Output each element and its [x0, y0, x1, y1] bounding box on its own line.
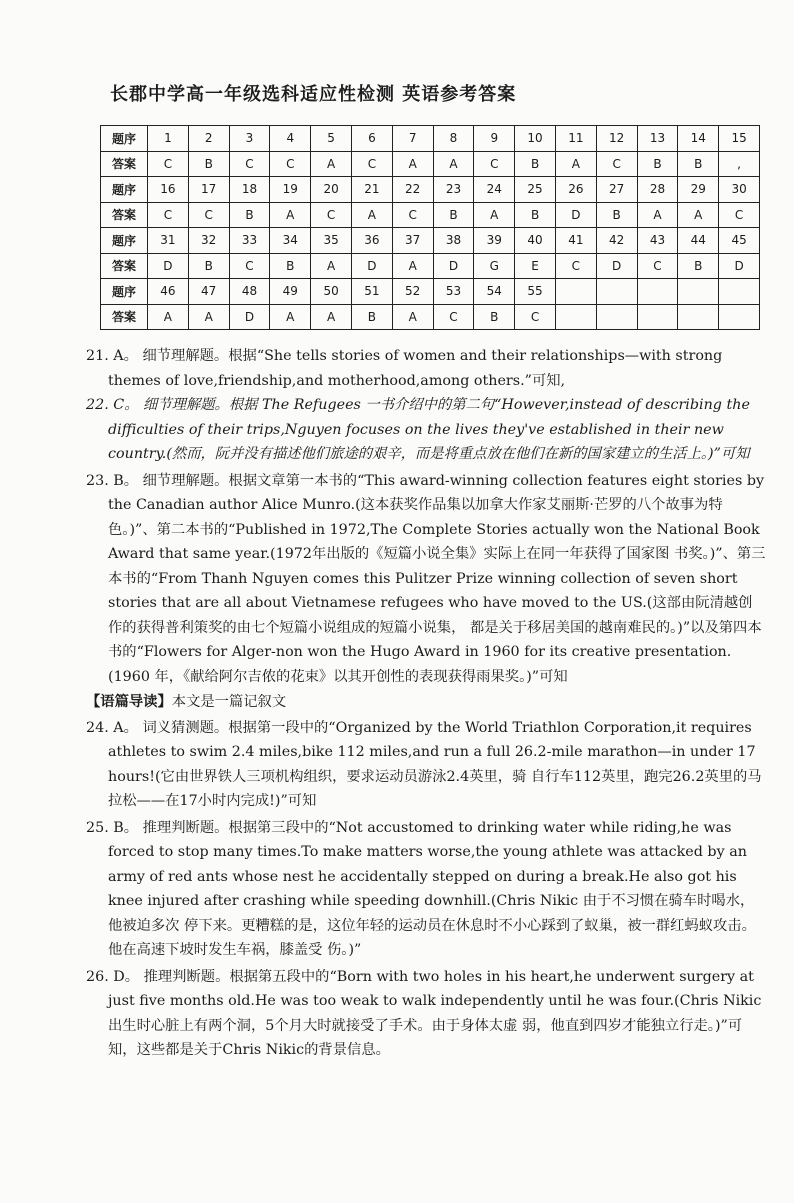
answer-cell: C [311, 202, 352, 228]
answer-cell: A [392, 304, 433, 330]
answer-cell: B [351, 304, 392, 330]
answer-cell: A [148, 304, 189, 330]
answer-cell: D [148, 253, 189, 279]
answer-cell: G [474, 253, 515, 279]
answer-cell: B [515, 151, 556, 177]
question-number-label: 题序 [101, 177, 148, 203]
question-number-cell: 42 [596, 228, 637, 254]
answer-key-row [101, 151, 760, 177]
question-number-cell: 36 [351, 228, 392, 254]
explanation-26: 26. D。 推理判断题。根据第五段中的“Born with two holes in his heart,he underwent surgery at just five months old.He was too weak to walk independently until he was four.(Chris Nikic 出生时心脏上有两个洞，5个月大时就接受了手术。由于身体太虚 弱，他直到四岁才能独立行走。)”可知，这些都是关于Chris Nikic的背景信息。 [86, 968, 762, 1058]
explanation-25: 25. B。 推理判断题。根据第三段中的“Not accustomed to drinking water while riding,he was forced to stop many times.To make matters worse,the young athlete was attacked by an army of red ants whose nest he accidentally stepped on during a break.He also got his knee injured after crashing while speeding downhill.(Chris Nikic 由于不习惯在骑车时喝水，他被迫多次 停下来。更糟糕的是，这位年轻的运动员在休息时不小心踩到了蚁巢，被一群红蚂蚁攻击。他在高速下坡时发生车祸，膝盖受 伤。)” [86, 819, 756, 958]
answer-cell: B [188, 151, 229, 177]
question-number-cell [555, 279, 596, 305]
answer-cell [719, 304, 760, 330]
answer-cell: C [229, 253, 270, 279]
question-number-cell: 11 [555, 126, 596, 152]
answer-key-row [101, 253, 760, 279]
answer-cell: C [474, 151, 515, 177]
answer-cell [596, 304, 637, 330]
question-number-cell: 32 [188, 228, 229, 254]
answer-cell: A [270, 202, 311, 228]
question-number-cell: 35 [311, 228, 352, 254]
question-number-cell: 54 [474, 279, 515, 305]
question-number-cell: 41 [555, 228, 596, 254]
answer-key-row [101, 279, 760, 305]
answer-cell: A [351, 202, 392, 228]
answer-cell: D [351, 253, 392, 279]
answer-cell: A [555, 151, 596, 177]
question-number-cell: 8 [433, 126, 474, 152]
question-number-cell: 47 [188, 279, 229, 305]
question-number-cell: 55 [515, 279, 556, 305]
answer-cell: A [474, 202, 515, 228]
question-number-cell: 31 [148, 228, 189, 254]
question-number-label: 题序 [101, 279, 148, 305]
answer-cell: B [596, 202, 637, 228]
section-heading [86, 690, 766, 715]
answer-cell: C [392, 202, 433, 228]
question-number-cell [719, 279, 760, 305]
answer-cell: C [270, 151, 311, 177]
question-number-cell [678, 279, 719, 305]
answer-cell: B [229, 202, 270, 228]
page-title: 长郡中学高一年级选科适应性检测 英语参考答案 [110, 84, 517, 105]
question-number-cell: 6 [351, 126, 392, 152]
question-number-cell: 16 [148, 177, 189, 203]
question-number-cell: 52 [392, 279, 433, 305]
answer-cell: B [678, 253, 719, 279]
question-number-label: 题序 [101, 228, 148, 254]
answer-cell: A [311, 151, 352, 177]
answer-label: 答案 [101, 202, 148, 228]
question-number-cell: 50 [311, 279, 352, 305]
question-number-cell: 46 [148, 279, 189, 305]
question-number-cell: 48 [229, 279, 270, 305]
question-number-cell: 40 [515, 228, 556, 254]
question-number-cell: 29 [678, 177, 719, 203]
question-number-cell: 9 [474, 126, 515, 152]
answer-cell: A [637, 202, 678, 228]
question-number-cell: 34 [270, 228, 311, 254]
question-number-cell: 25 [515, 177, 556, 203]
question-number-cell: 23 [433, 177, 474, 203]
answer-cell [637, 304, 678, 330]
question-number-cell: 21 [351, 177, 392, 203]
answer-cell: A [270, 304, 311, 330]
answer-key-row [101, 202, 760, 228]
question-number-cell [637, 279, 678, 305]
section-label: 【语篇导读】 [86, 694, 172, 710]
question-number-cell: 12 [596, 126, 637, 152]
question-number-cell: 43 [637, 228, 678, 254]
answer-cell [555, 304, 596, 330]
question-number-cell: 13 [637, 126, 678, 152]
question-number-cell: 53 [433, 279, 474, 305]
answer-key-table [100, 125, 760, 330]
answer-key-row [101, 228, 760, 254]
question-number-cell: 38 [433, 228, 474, 254]
question-number-cell: 17 [188, 177, 229, 203]
answer-cell: C [596, 151, 637, 177]
answer-cell: B [678, 151, 719, 177]
question-number-cell: 44 [678, 228, 719, 254]
answer-cell: B [474, 304, 515, 330]
answer-cell: C [351, 151, 392, 177]
answer-cell: C [433, 304, 474, 330]
answer-cell: C [148, 202, 189, 228]
answer-cell: D [229, 304, 270, 330]
question-number-cell: 10 [515, 126, 556, 152]
question-number-cell: 2 [188, 126, 229, 152]
answer-cell: C [148, 151, 189, 177]
answer-cell: D [433, 253, 474, 279]
question-number-cell: 4 [270, 126, 311, 152]
explanation-22: 22. C。 细节理解题。根据 The Refugees 一书介绍中的第二句“However,instead of describing the difficulties of their trips,Nguyen focuses on the lives they've established in their new country.(然而，阮并没有描述他们旅途的艰辛，而是将重点放在他们在新的国家建立的生活上。)”可知 [86, 397, 750, 462]
question-number-cell [596, 279, 637, 305]
answer-cell: , [719, 151, 760, 177]
answer-cell: E [515, 253, 556, 279]
question-number-cell: 51 [351, 279, 392, 305]
answer-label: 答案 [101, 304, 148, 330]
question-number-cell: 28 [637, 177, 678, 203]
question-number-label: 题序 [101, 126, 148, 152]
explanation-24: 24. A。 词义猜测题。根据第一段中的“Organized by the World Triathlon Corporation,it requires athletes to swim 2.4 miles,bike 112 miles,and run a full 26.2-mile marathon—in under 17 hours!(它由世界铁人三项机构组织，要求运动员游泳2.4英里，骑 自行车112英里，跑完26.2英里的马拉松——在17小时内完成!)”可知 [86, 719, 762, 809]
explanations [86, 344, 766, 1063]
answer-cell: A [433, 151, 474, 177]
answer-cell: D [596, 253, 637, 279]
answer-cell: B [515, 202, 556, 228]
answer-cell: C [515, 304, 556, 330]
answer-cell: A [392, 151, 433, 177]
question-number-cell: 49 [270, 279, 311, 305]
question-number-cell: 7 [392, 126, 433, 152]
answer-cell: B [270, 253, 311, 279]
question-number-cell: 20 [311, 177, 352, 203]
question-number-cell: 26 [555, 177, 596, 203]
section-text: 本文是一篇记叙文 [171, 694, 287, 710]
question-number-cell: 24 [474, 177, 515, 203]
answer-cell: C [555, 253, 596, 279]
answer-key-row [101, 304, 760, 330]
question-number-cell: 3 [229, 126, 270, 152]
answer-cell: D [719, 253, 760, 279]
answer-key-row [101, 177, 760, 203]
question-number-cell: 14 [678, 126, 719, 152]
answer-cell: C [229, 151, 270, 177]
answer-cell: A [188, 304, 229, 330]
answer-cell: A [678, 202, 719, 228]
explanation-21: 21. A。 细节理解题。根据“She tells stories of women and their relationships—with strong themes of love,friendship,and motherhood,among others.”可知, [86, 348, 723, 389]
answer-label: 答案 [101, 253, 148, 279]
question-number-cell: 1 [148, 126, 189, 152]
answer-key-row [101, 126, 760, 152]
question-number-cell: 37 [392, 228, 433, 254]
question-number-cell: 45 [719, 228, 760, 254]
answer-label: 答案 [101, 151, 148, 177]
answer-cell: A [311, 304, 352, 330]
answer-cell [678, 304, 719, 330]
question-number-cell: 19 [270, 177, 311, 203]
question-number-cell: 33 [229, 228, 270, 254]
answer-cell: C [188, 202, 229, 228]
question-number-cell: 22 [392, 177, 433, 203]
explanation-23: 23. B。 细节理解题。根据文章第一本书的“This award-winning collection features eight stories by the Canadian author Alice Munro.(这本获奖作品集以加拿大作家艾丽斯·芒罗的八个故事为特色。)”、第二本书的“Published in 1972,The Complete Stories actually won the National Book Award that same year.(1972年出版的《短篇小说全集》实际上在同一年获得了国家图 书奖。)”、第三本书的“From Thanh Nguyen comes this Pulitzer Prize winning collection of seven short stories that are all about Vietnamese refugees who have moved to the US.(这部由阮清越创作的获得普利策奖的由七个短篇小说组成的短篇小说集， 都是关于移居美国的越南难民的。)”以及第四本书的“Flowers for Alger-non won the Hugo Award in 1960 for its creative presentation.(1960 年，《献给阿尔吉侬的花束》以其开创性的表现获得雨果奖。)”可知 [86, 472, 766, 685]
answer-cell: C [637, 253, 678, 279]
answer-cell: A [392, 253, 433, 279]
question-number-cell: 18 [229, 177, 270, 203]
question-number-cell: 5 [311, 126, 352, 152]
answer-cell: B [433, 202, 474, 228]
answer-cell: B [188, 253, 229, 279]
answer-cell: B [637, 151, 678, 177]
question-number-cell: 30 [719, 177, 760, 203]
question-number-cell: 27 [596, 177, 637, 203]
question-number-cell: 39 [474, 228, 515, 254]
question-number-cell: 15 [719, 126, 760, 152]
answer-cell: D [555, 202, 596, 228]
answer-cell: C [719, 202, 760, 228]
answer-cell: A [311, 253, 352, 279]
